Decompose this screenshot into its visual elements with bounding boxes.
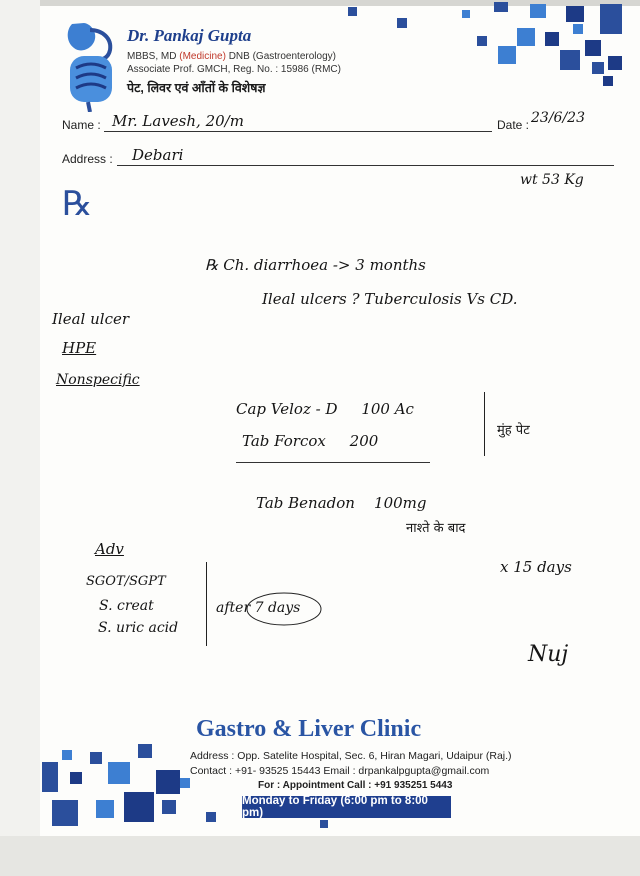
advice-test-2: S. creat — [99, 598, 154, 614]
rx-symbol: ℞ — [62, 186, 93, 223]
scan-edge-bottom — [0, 836, 640, 876]
clinic-name: Gastro & Liver Clinic — [196, 716, 422, 742]
doctor-name: Dr. Pankaj Gupta — [127, 26, 252, 45]
appointment-line: For : Appointment Call : +91 935251 5443 — [258, 780, 453, 791]
name-label: Name : — [62, 118, 101, 132]
address-value: Debari — [132, 146, 184, 164]
advice-test-1: SGOT/SGPT — [86, 574, 166, 589]
medicine-1: Cap Veloz - D 100 Ac — [236, 400, 414, 418]
clinic-hours: Monday to Friday (6:00 pm to 8:00 pm) — [242, 796, 451, 818]
advice-test-3: S. uric acid — [98, 620, 179, 636]
medicine-brace — [484, 392, 485, 456]
stomach-intestine-icon — [62, 20, 120, 112]
scan-edge-left — [0, 0, 40, 876]
name-rule — [104, 131, 492, 132]
medicine-3-hindi-instruction: नाश्ते के बाद — [406, 521, 466, 536]
doctor-qualifications: MBBS, MD (Medicine) DNB (Gastroenterology) — [127, 51, 336, 62]
doctor-signature: Nuj — [528, 642, 569, 667]
advice-brace — [206, 562, 207, 646]
medicine-rule — [236, 462, 430, 463]
patient-name: Mr. Lavesh, 20/m — [112, 112, 244, 130]
advice-label: Adv — [95, 540, 124, 558]
clinic-address: Address : Opp. Satelite Hospital, Sec. 6, Hiran Magari, Udaipur (Raj.) — [190, 750, 512, 762]
note-nonspecific: Nonspecific — [56, 372, 140, 388]
address-label: Address : — [62, 152, 113, 166]
medicine-hindi-instruction: मुंह पेट — [497, 423, 530, 438]
doctor-registration: Associate Prof. GMCH, Reg. No. : 15986 (RMC) — [127, 64, 341, 75]
medicine-2: Tab Forcox 200 — [242, 432, 379, 450]
duration: x 15 days — [500, 558, 572, 576]
weight-value: wt 53 Kg — [520, 172, 584, 188]
specialist-tagline: पेट, लिवर एवं आँतों के विशेषज्ञ — [127, 81, 266, 95]
date-value: 23/6/23 — [531, 110, 585, 126]
note-ileal-ulcer: Ileal ulcer — [52, 310, 130, 328]
date-label: Date : — [497, 118, 530, 132]
complaint-line-2: Ileal ulcers ? Tuberculosis Vs CD. — [262, 290, 518, 308]
complaint-line-1: ℞ Ch. diarrhoea -> 3 months — [205, 256, 426, 274]
advice-after: after 7 days — [216, 600, 301, 616]
advice-circle — [244, 590, 324, 628]
note-hpe: HPE — [62, 339, 97, 357]
medicine-3: Tab Benadon 100mg — [256, 494, 427, 512]
clinic-contact: Contact : +91- 93525 15443 Email : drpankalpgupta@gmail.com — [190, 765, 490, 777]
address-rule — [117, 165, 614, 166]
